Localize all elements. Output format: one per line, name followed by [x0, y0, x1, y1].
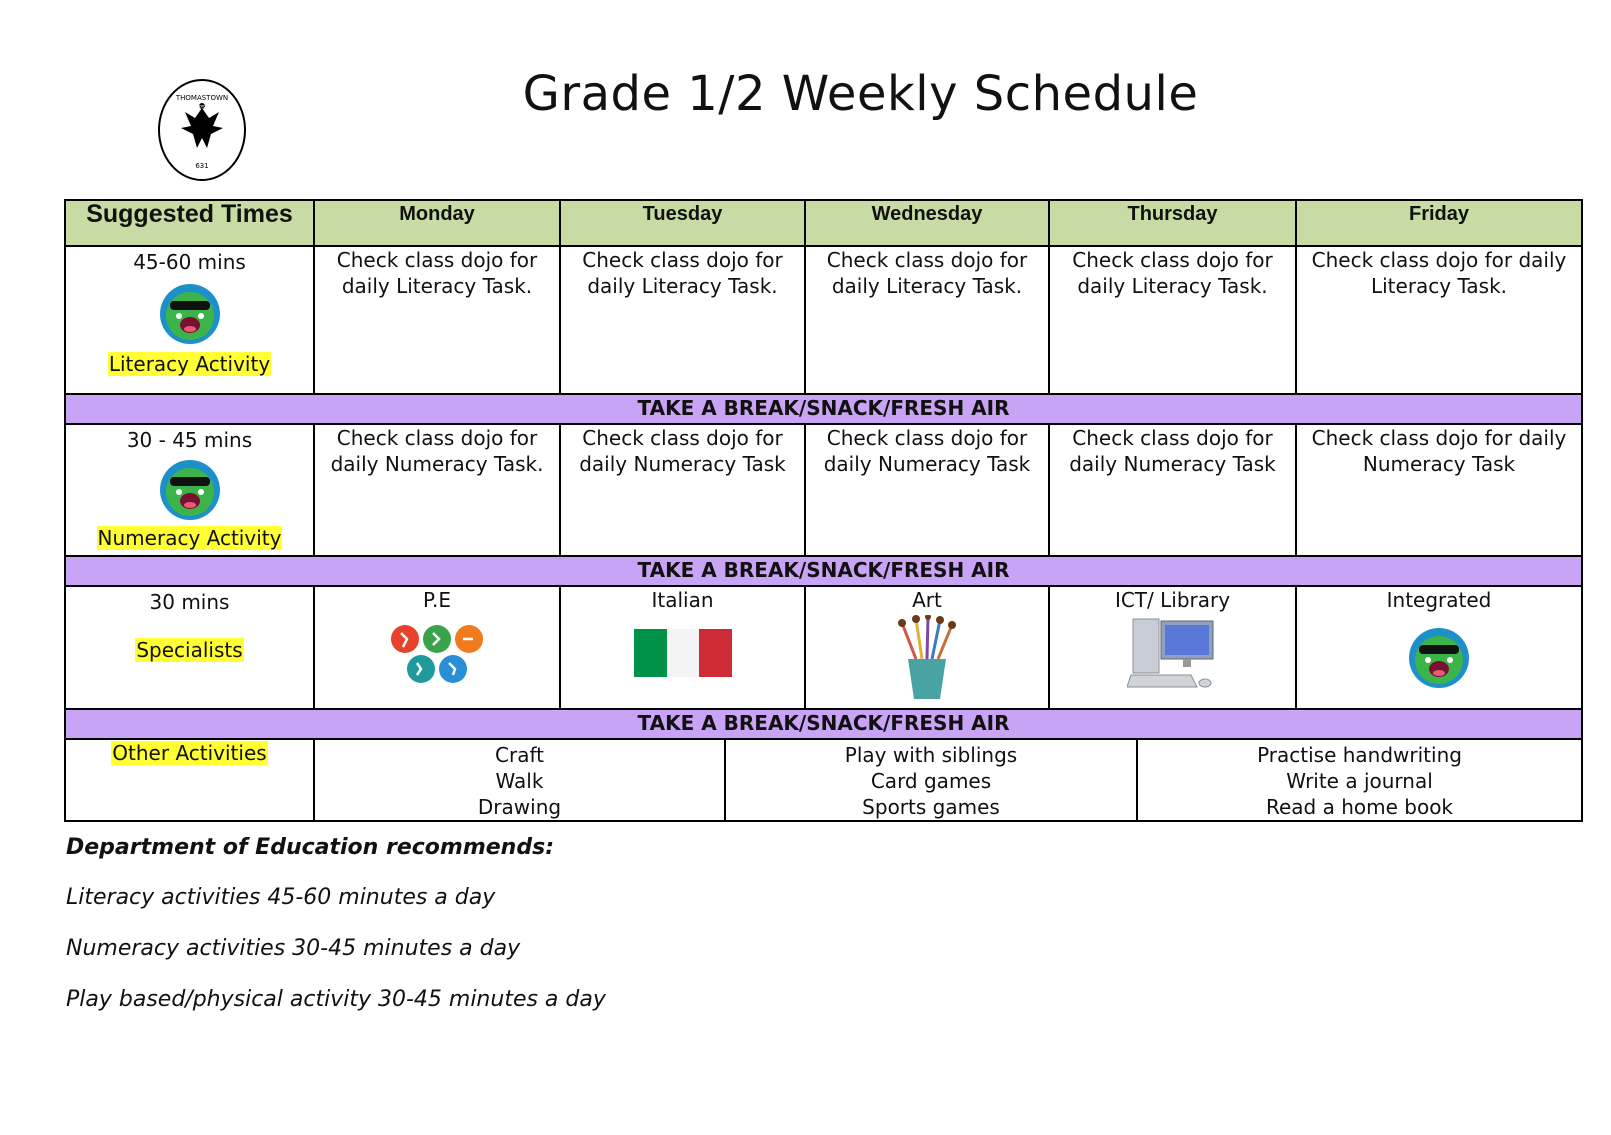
- specialists-row: [65, 586, 1582, 709]
- numeracy-tuesday: Check class dojo for daily Numeracy Task: [560, 424, 805, 556]
- break-row: TAKE A BREAK/SNACK/FRESH AIR: [65, 394, 1582, 424]
- numeracy-row: [65, 424, 1582, 556]
- recommendation-numeracy: Numeracy activities 30-45 minutes a day: [66, 936, 521, 961]
- page-title: Grade 1/2 Weekly Schedule: [522, 66, 1199, 122]
- header-monday: Monday: [314, 200, 560, 246]
- other-group-3: Practise handwriting Write a journal Read a home book: [1257, 743, 1462, 819]
- literacy-row: [65, 246, 1582, 394]
- recommendation-heading: Department of Education recommends:: [66, 835, 554, 860]
- specialist-monday: P.E: [314, 586, 560, 709]
- literacy-friday: Check class dojo for daily Literacy Task.: [1296, 246, 1582, 394]
- header-row: [65, 200, 1582, 246]
- recommendation-play: Play based/physical activity 30-45 minutes a day: [66, 987, 606, 1012]
- literacy-label: Literacy Activity: [108, 352, 271, 376]
- header-wednesday: Wednesday: [805, 200, 1049, 246]
- svg-text:PS: PS: [198, 105, 206, 111]
- header-suggested-times: Suggested Times: [65, 200, 314, 246]
- numeracy-friday: Check class dojo for daily Numeracy Task: [1296, 424, 1582, 556]
- other-label-cell: [65, 739, 314, 821]
- numeracy-time: 30 - 45 mins: [126, 428, 253, 452]
- numeracy-wednesday: Check class dojo for daily Numeracy Task: [805, 424, 1049, 556]
- break-row: TAKE A BREAK/SNACK/FRESH AIR: [65, 709, 1582, 739]
- numeracy-monday: Check class dojo for daily Numeracy Task.: [314, 424, 560, 556]
- break-row: TAKE A BREAK/SNACK/FRESH AIR: [65, 556, 1582, 586]
- specialist-wednesday: Art: [805, 586, 1049, 709]
- header-friday: Friday: [1296, 200, 1582, 246]
- other-label: Other Activities: [112, 741, 267, 765]
- numeracy-time-cell: [65, 424, 314, 556]
- other-group-2: Play with siblings Card games Sports games: [726, 740, 1138, 820]
- literacy-monday: Check class dojo for daily Literacy Task.: [314, 246, 560, 394]
- specialist-friday: Integrated: [1296, 586, 1582, 709]
- header-thursday: Thursday: [1049, 200, 1296, 246]
- specialists-time: 30 mins: [149, 590, 230, 614]
- literacy-thursday: Check class dojo for daily Literacy Task.: [1049, 246, 1296, 394]
- other-groups-cell: [314, 739, 1582, 821]
- svg-text:THOMASTOWN: THOMASTOWN: [175, 94, 229, 102]
- numeracy-label: Numeracy Activity: [97, 526, 282, 550]
- recommendation-literacy: Literacy activities 45-60 minutes a day: [66, 885, 496, 910]
- paintbrushes-icon: [894, 615, 960, 699]
- dojo-monster-icon: [159, 283, 221, 345]
- literacy-wednesday: Check class dojo for daily Literacy Task.: [805, 246, 1049, 394]
- sports-icon: [389, 621, 485, 685]
- specialist-tuesday: Italian: [560, 586, 805, 709]
- italian-flag-icon: [634, 629, 732, 677]
- dojo-monster-icon: [159, 459, 221, 521]
- literacy-time: 45-60 mins: [133, 250, 246, 274]
- specialists-label: Specialists: [136, 638, 243, 662]
- computer-icon: [1127, 615, 1219, 693]
- literacy-time-cell: [65, 246, 314, 394]
- header-tuesday: Tuesday: [560, 200, 805, 246]
- specialist-thursday: ICT/ Library: [1049, 586, 1296, 709]
- dojo-monster-icon: [1408, 627, 1470, 689]
- svg-text:631: 631: [195, 162, 209, 170]
- other-group-1: Craft Walk Drawing: [315, 740, 726, 820]
- specialists-time-cell: [65, 586, 314, 709]
- schedule-table: [64, 199, 1583, 822]
- numeracy-thursday: Check class dojo for daily Numeracy Task: [1049, 424, 1296, 556]
- other-row: [65, 739, 1582, 821]
- literacy-tuesday: Check class dojo for daily Literacy Task.: [560, 246, 805, 394]
